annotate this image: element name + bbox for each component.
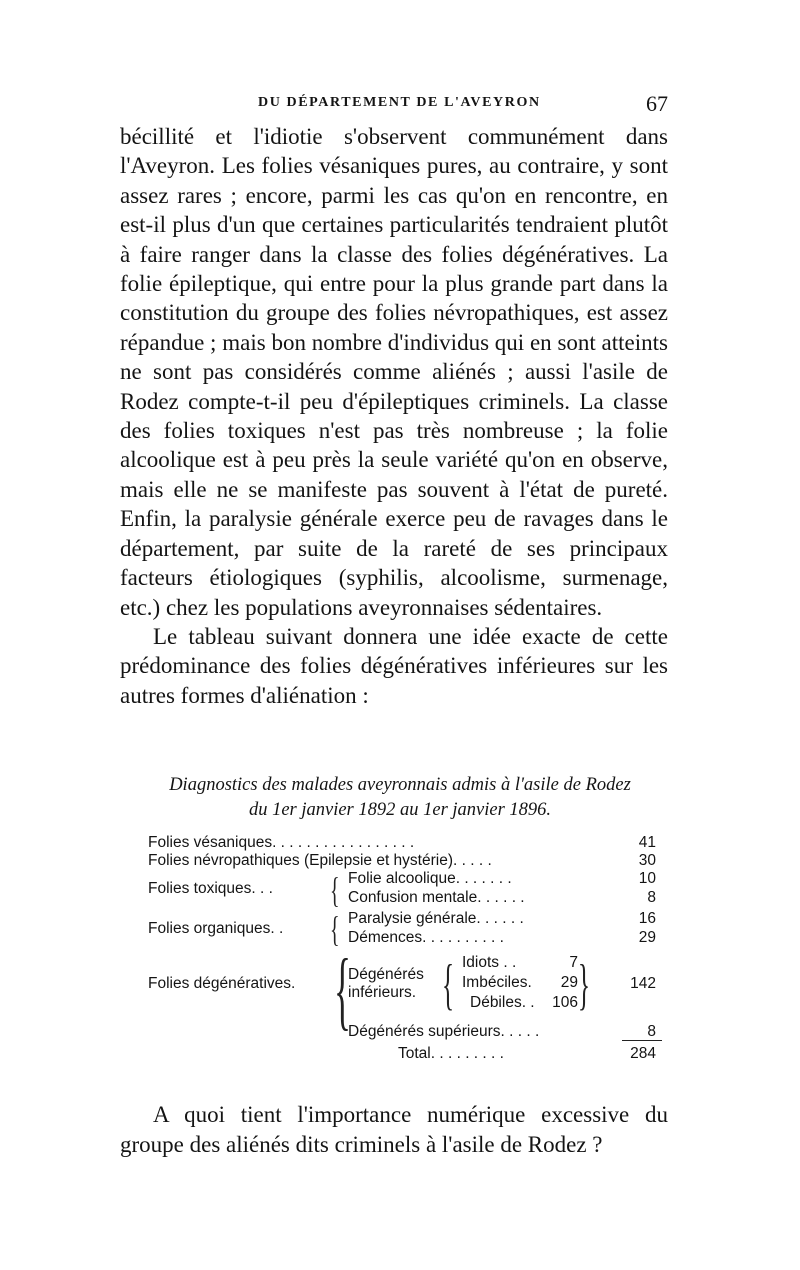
sub-label-paralysie: Paralysie générale. . . . . . xyxy=(348,910,524,927)
inferieurs-total: 142 xyxy=(630,975,656,992)
row-value-nevropathiques: 30 xyxy=(638,852,656,869)
sub-value-alcoolique: 10 xyxy=(638,870,656,887)
row-label-nevropathiques: Folies névropathiques (Epilepsie et hystérie). . . . . xyxy=(148,852,492,869)
sub-label-alcoolique: Folie alcoolique. . . . . . . xyxy=(348,870,512,887)
row-label-organiques: Folies organiques. . xyxy=(148,920,284,937)
row-value-vesaniques: 41 xyxy=(638,834,656,851)
sub-value-confusion: 8 xyxy=(647,889,656,906)
row-label-vesaniques: Folies vésaniques. . . . . . . . . . . . . . . . . xyxy=(148,834,415,851)
body-text xyxy=(120,122,668,710)
caption-line-1: Diagnostics des malades aveyronnais admis à l'asile de Rodez xyxy=(169,775,631,795)
sub-value-superieurs: 8 xyxy=(647,1023,656,1040)
total-label: Total. . . . . . . . . xyxy=(398,1045,504,1062)
table-caption xyxy=(120,773,680,823)
sub-label-superieurs: Dégénérés supérieurs. . . . . xyxy=(348,1023,540,1040)
inferieurs-label-line2: inférieurs. xyxy=(348,984,417,1001)
page-number: 67 xyxy=(646,91,668,116)
sub-value-idiots: 7 xyxy=(569,954,578,971)
caption-line-2: du 1er janvier 1892 au 1er janvier 1896. xyxy=(248,800,552,820)
total-rule xyxy=(622,1040,662,1041)
brace-toxiques: { xyxy=(330,870,340,910)
total-value: 284 xyxy=(630,1045,656,1062)
sub-label-debiles: Débiles. . xyxy=(470,994,535,1011)
sub-label-confusion: Confusion mentale. . . . . . xyxy=(348,889,525,906)
diagnostics-table xyxy=(148,834,668,1084)
sub-label-imbeciles: Imbéciles. xyxy=(462,974,532,991)
brace-organiques: { xyxy=(330,909,340,949)
brace-degeneratives: { xyxy=(334,942,351,1039)
sub-value-demences: 29 xyxy=(638,929,656,946)
closing-brace-inferieurs: { xyxy=(577,954,590,1016)
paragraph-2: Le tableau suivant donnera une idée exacte de cette prédominance des folies dégénératives inférieures sur les autres formes d'aliénation : xyxy=(120,623,668,708)
brace-inferieurs: { xyxy=(442,954,455,1016)
row-label-toxiques: Folies toxiques. . . xyxy=(148,880,273,897)
sub-value-imbeciles: 29 xyxy=(560,974,578,991)
running-title: DU DÉPARTEMENT DE L'AVEYRON xyxy=(258,95,541,110)
running-head xyxy=(0,93,800,117)
inferieurs-label-line1: Dégénérés xyxy=(348,966,424,983)
sub-value-paralysie: 16 xyxy=(638,910,656,927)
sub-label-idiots: Idiots . . xyxy=(462,954,517,971)
row-label-degeneratives: Folies dégénératives. xyxy=(148,975,296,992)
closing-question: A quoi tient l'importance numérique excessive du groupe des aliénés dits criminels à l'asile de Rodez ? xyxy=(120,1102,668,1157)
sub-value-debiles: 106 xyxy=(552,994,578,1011)
sub-label-demences: Démences. . . . . . . . . . xyxy=(348,929,504,946)
paragraph-1: bécillité et l'idiotie s'observent communément dans l'Aveyron. Les folies vésaniques pures, au contraire, y sont assez rares ; encore, parmi les cas qu'on en rencontre, en est-il plus d'un que certaines particularités tendraient plutôt à faire ranger dans la classe des folies dégénératives. La folie épileptique, qui entre pour la plus grande part dans la constitution du groupe des folies névropathiques, est assez répandue ; mais bon nombre d'individus qui en sont atteints ne sont pas considérés comme aliénés ; aussi l'asile de Rodez compte-t-il peu d'épileptiques criminels. La classe des folies toxiques n'est pas très nombreuse ; la folie alcoolique est à peu près la seule variété qu'on en observe, mais elle ne se manifeste pas souvent à l'état de pureté. Enfin, la paralysie générale exerce peu de ravages dans le département, par suite de la rareté de ses principaux facteurs étiologiques (syphilis, alcoolisme, surmenage, etc.) chez les populations aveyronnaises sédentaires. xyxy=(120,124,668,620)
